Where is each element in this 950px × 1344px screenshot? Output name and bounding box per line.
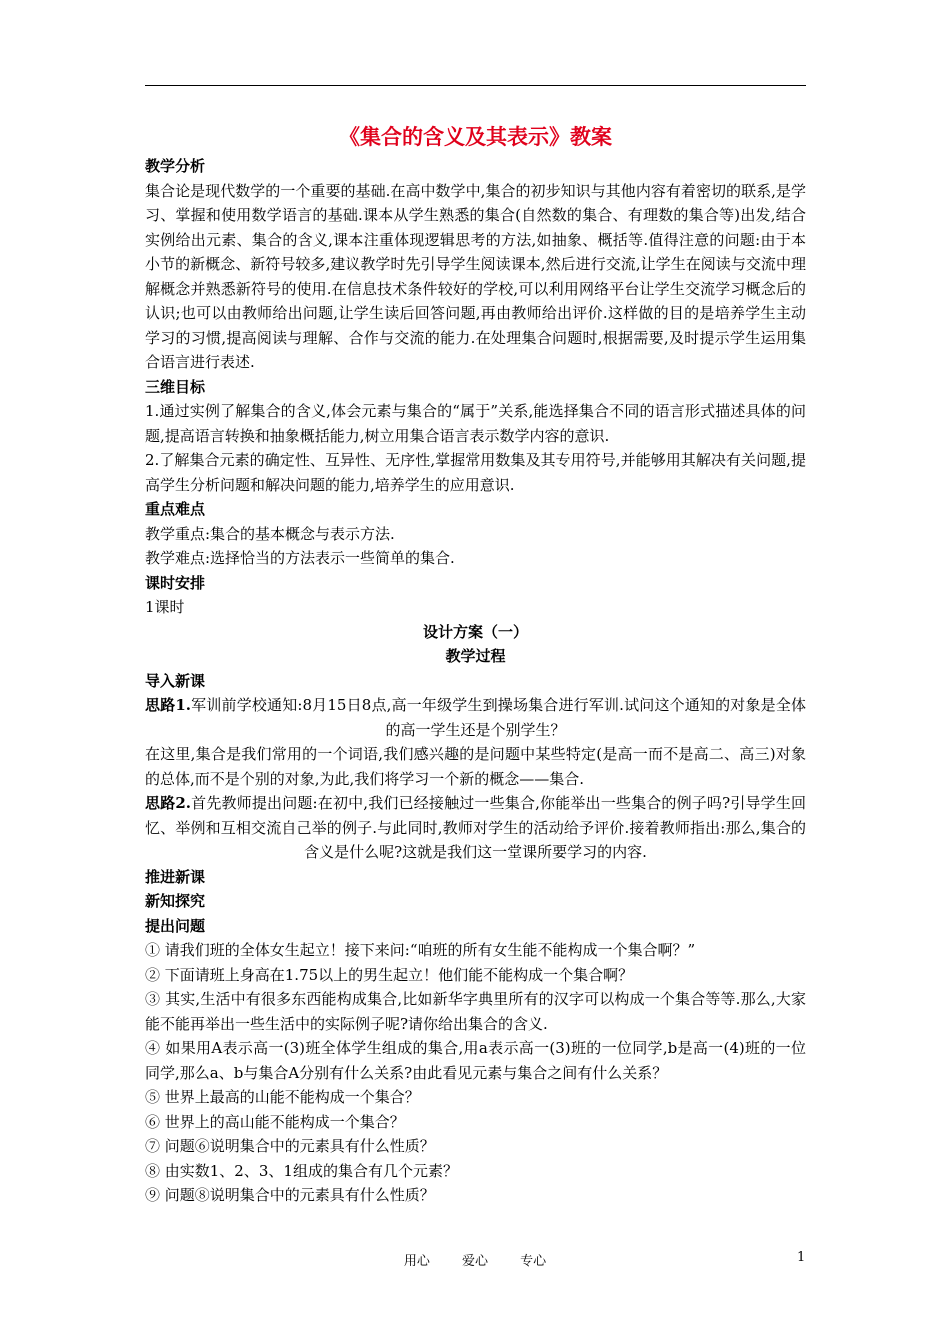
page-number: 1: [797, 1250, 806, 1265]
footer-motto-2: 爱心: [461, 1254, 488, 1269]
question-item: ⑨ 问题⑧说明集合中的元素具有什么性质？: [145, 1186, 435, 1204]
question-item: ⑤ 世界上最高的山能不能构成一个集合？: [145, 1088, 420, 1106]
schedule-text: 1课时: [145, 598, 185, 616]
heading-advance: 推进新课: [145, 867, 206, 886]
heading-process: 教学过程: [445, 647, 506, 665]
analysis-paragraph: 集合论是现代数学的一个重要的基础.在高中数学中,集合的初步知识与其他内容有着密切的联系,是学习、掌握和使用数学语言的基础.课本从学生熟悉的集合(自然数的集合、有理数的集合等)出发,结合实例给出元素、集合的含义,课本注重体现逻辑思考的方法,如抽象、概括等.值得注意的问题:由于本小节的新概念、新符号较多,建议教学时先引导学生阅读课本,然后进行交流,让学生在阅读与交流中理解概念并熟悉新符号的使用.在信息技术条件较好的学校,可以利用网络平台让学生交流学习概念后的认识;也可以由教师给出问题,让学生读后回答问题,再由教师给出评价.这样做的目的是培养学生主动学习的习惯,提高阅读与理解、合作与交流的能力.在处理集合问题时,根据需要,及时提示学生运用集合语言进行表述.: [145, 181, 806, 371]
question-item: ③ 其实,生活中有很多东西能构成集合,比如新华字典里所有的汉字可以构成一个集合等等.那么,大家能不能再举出一些生活中的实际例子呢?请你给出集合的含义.: [145, 990, 806, 1033]
heading-schedule: 课时安排: [145, 573, 206, 592]
question-item: ⑥ 世界上的高山能不能构成一个集合？: [145, 1112, 405, 1131]
footer-motto-3: 专心: [520, 1254, 547, 1269]
goal-1: 1.通过实例了解集合的含义,体会元素与集合的“属于”关系,能选择集合不同的语言形式描述具体的问题,提高语言转换和抽象概括能力,树立用集合语言表示数学内容的意识.: [145, 402, 806, 445]
question-item: ① 请我们班的全体女生起立！接下来问:“咱班的所有女生能不能构成一个集合啊？”: [145, 941, 696, 959]
idea-1-text: 军训前学校通知:8月15日8点,高一年级学生到操场集合进行军训.试问这个通知的对象是全体的高一学生还是个别学生？: [191, 696, 806, 739]
heading-key-points: 重点难点: [145, 500, 206, 518]
document-title: 《集合的含义及其表示》教案: [339, 124, 612, 149]
difficult-point: 教学难点:选择恰当的方法表示一些简单的集合.: [145, 549, 455, 567]
idea-1-paragraph: [145, 693, 806, 742]
idea-2-text: 首先教师提出问题:在初中,我们已经接触过一些集合,你能举出一些集合的例子吗?引导学生回忆、举例和互相交流自己举的例子.与此同时,教师对学生的活动给予评价.接着教师指出:那么,集合的含义是什么呢?这就是我们这一堂课所要学习的内容.: [145, 794, 806, 861]
heading-analysis: 教学分析: [145, 157, 206, 175]
goal-2: 2.了解集合元素的确定性、互异性、无序性,掌握常用数集及其专用符号,并能够用其解决有关问题,提高学生分析问题和解决问题的能力,培养学生的应用意识.: [145, 451, 806, 494]
question-item: ⑧ 由实数1、2、3、1组成的集合有几个元素？: [145, 1161, 458, 1180]
question-item: ② 下面请班上身高在1.75以上的男生起立！他们能不能构成一个集合啊？: [145, 965, 634, 984]
heading-intro: 导入新课: [145, 671, 206, 690]
idea-1-explanation: 在这里,集合是我们常用的一个词语,我们感兴趣的是问题中某些特定(是高一而不是高二、高三)对象的总体,而不是个别的对象,为此,我们将学习一个新的概念——集合.: [145, 745, 806, 788]
heading-goals: 三维目标: [145, 377, 206, 396]
question-item: ④ 如果用A表示高一(3)班全体学生组成的集合,用a表示高一(3)班的一位同学,b是高一(4)班的一位同学,那么a、b与集合A分别有什么关系?由此看见元素与集合之间有什么关系？: [145, 1039, 806, 1082]
idea-1-label: 思路1.: [145, 696, 192, 714]
heading-design: 设计方案（一）: [422, 622, 528, 641]
key-point: 教学重点:集合的基本概念与表示方法.: [145, 524, 395, 543]
page-footer: [0, 1250, 950, 1270]
idea-2-label: 思路2.: [145, 794, 192, 812]
idea-2-paragraph: [145, 791, 806, 865]
heading-explore: 新知探究: [145, 892, 206, 910]
footer-motto: [0, 1250, 950, 1269]
header-rule: [145, 85, 806, 86]
document-body: [145, 122, 806, 1208]
footer-motto-1: 用心: [403, 1254, 430, 1269]
question-item: ⑦ 问题⑥说明集合中的元素具有什么性质？: [145, 1137, 435, 1155]
heading-questions: 提出问题: [145, 916, 206, 935]
